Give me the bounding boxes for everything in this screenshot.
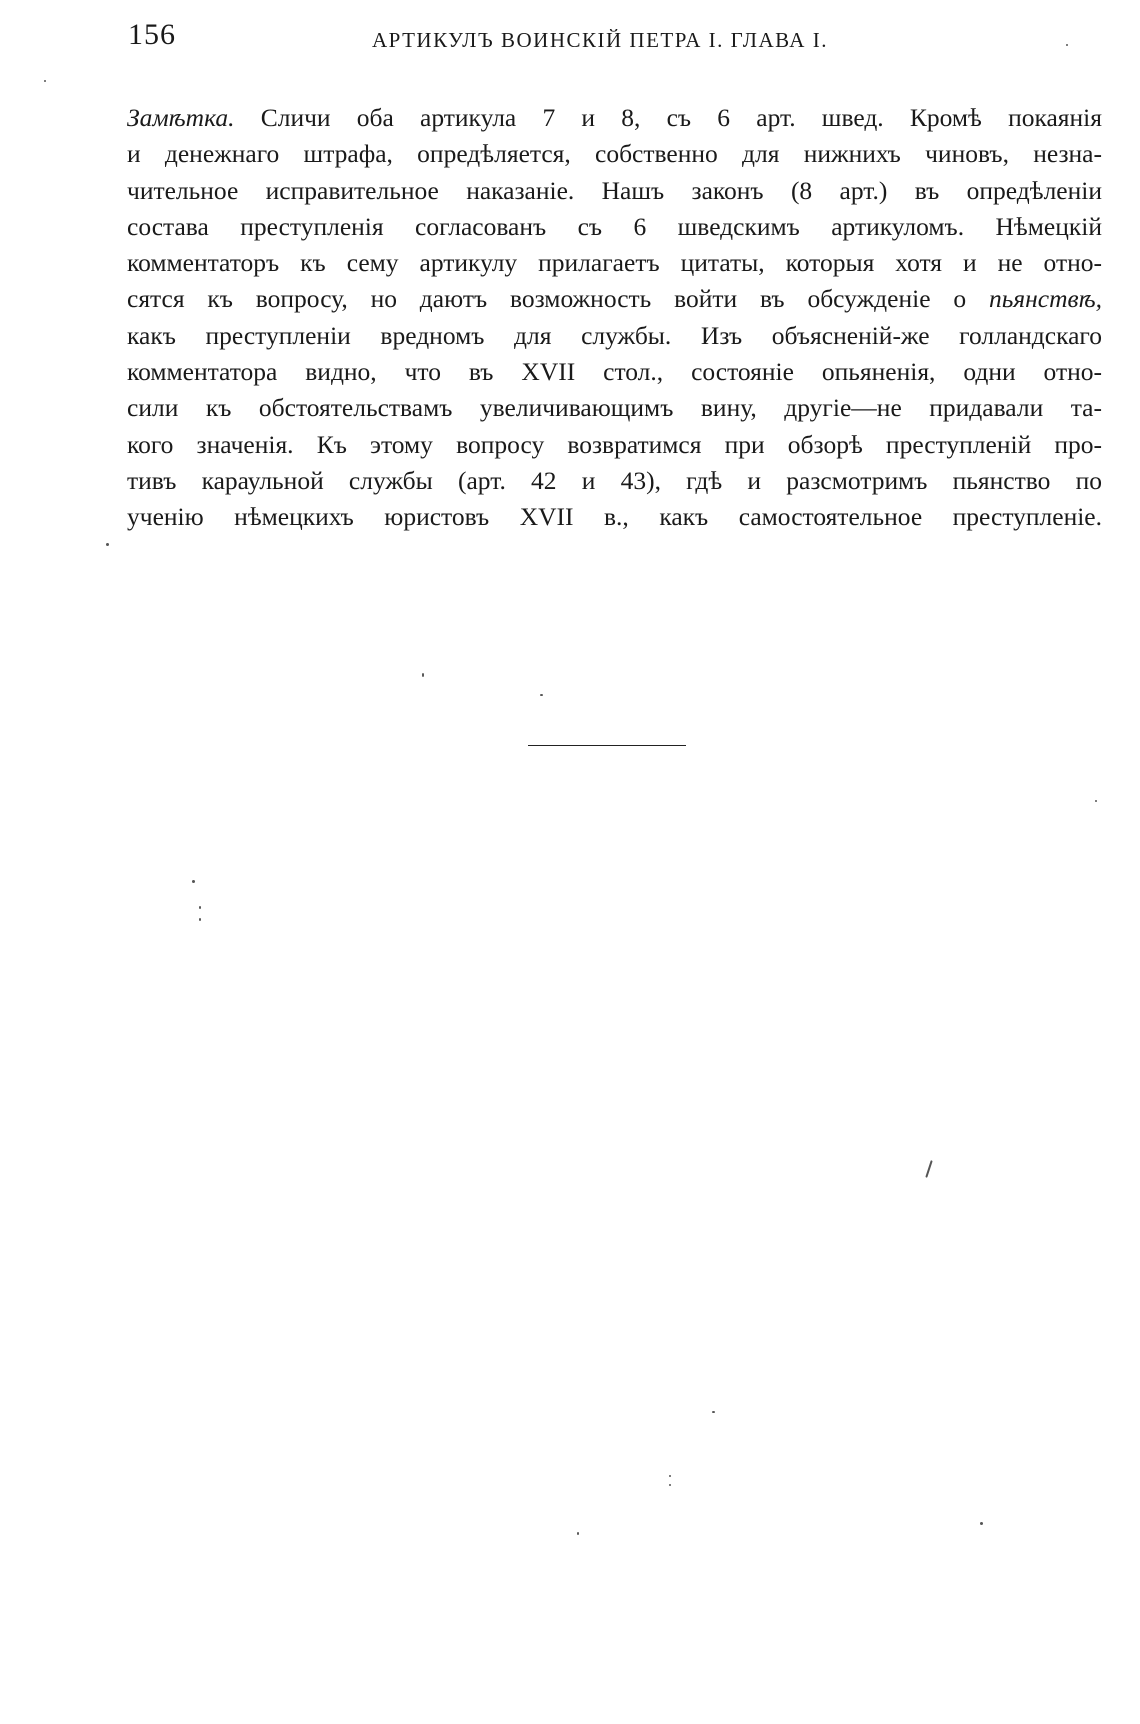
scan-speck	[577, 1532, 579, 1535]
scan-speck	[669, 1484, 671, 1486]
note-label: Замѣтка.	[127, 103, 235, 132]
scan-speck	[669, 1475, 671, 1477]
text-line: сили къ обстоятельствамъ увеличивающимъ вину, другіе—не придавали та-	[127, 393, 1102, 423]
text-line: какъ преступленіи вредномъ для службы. Изъ объясненій-же голландскаго	[127, 320, 1102, 350]
scan-speck	[712, 1411, 715, 1413]
text-line	[127, 281, 1102, 317]
scan-speck	[540, 694, 543, 696]
scan-speck	[980, 1522, 983, 1525]
italic-term: пьянствѣ,	[988, 284, 1102, 314]
text-line: комментаторъ къ сему артикулу прилагаетъ цитаты, которыя хотя и не отно-	[127, 248, 1102, 278]
text-line: и денежнаго штрафа, опредѣляется, собственно для нижнихъ чиновъ, незна-	[127, 139, 1102, 169]
text-line: комментатора видно, что въ XVII стол., состояніе опьяненія, одни отно-	[127, 357, 1102, 387]
scan-speck	[199, 906, 201, 909]
text-line: чительное исправительное наказаніе. Нашъ законъ (8 арт.) въ опредѣленіи	[127, 175, 1102, 205]
page-number: 156	[128, 18, 176, 51]
text-line	[127, 100, 1102, 136]
scan-speck	[1095, 800, 1097, 802]
scan-speck	[192, 880, 195, 883]
scan-speck	[422, 673, 424, 677]
scan-speck	[925, 1160, 932, 1178]
note-paragraph	[127, 100, 1102, 536]
text-line-fragment: сятся къ вопросу, но даютъ возможность войти въ обсужденіе о	[127, 284, 989, 314]
scan-speck	[1066, 44, 1068, 46]
text-line-fragment: Сличи оба артикула 7 и 8, съ 6 арт. швед. Кромѣ покаянія	[234, 103, 1102, 132]
scan-speck	[44, 80, 46, 82]
text-line: состава преступленія согласованъ съ 6 шведскимъ артикуломъ. Нѣмецкій	[127, 211, 1102, 241]
scan-speck	[199, 918, 201, 921]
text-line: ученію нѣмецкихъ юристовъ XVII в., какъ самостоятельное преступленіе.	[127, 502, 1102, 532]
end-rule	[528, 745, 686, 746]
scan-speck	[106, 543, 109, 546]
running-head: АРТИКУЛЪ ВОИНСКІЙ ПЕТРА I. ГЛАВА I.	[372, 28, 828, 52]
text-line: кого значенія. Къ этому вопросу возвратимся при обзорѣ преступленій про-	[127, 429, 1102, 459]
text-line: тивъ караульной службы (арт. 42 и 43), гдѣ и разсмотримъ пьянство по	[127, 465, 1102, 495]
